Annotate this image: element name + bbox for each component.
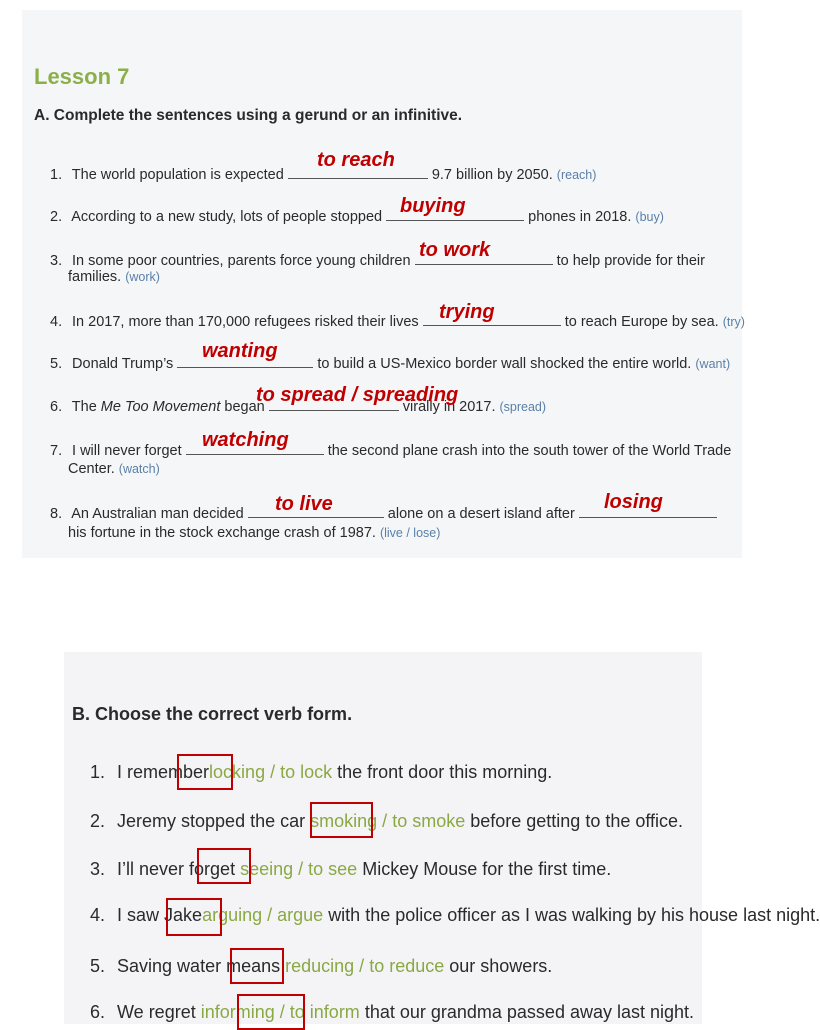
- selection-box-seeing: [197, 848, 251, 884]
- question-b1: 1. I rememberlocking / to lock the front door this morning.: [90, 762, 553, 782]
- question-a5: 5. Donald Trump’s to build a US-Mexico border wall shocked the entire world. (want): [50, 356, 731, 372]
- answer-a8-lose: losing: [604, 491, 663, 513]
- question-a2: 2. According to a new study, lots of people stopped phones in 2018. (buy): [50, 209, 664, 225]
- question-a6: 6. The Me Too Movement began virally in 2017. (spread): [50, 399, 547, 415]
- option-to-inform[interactable]: to inform: [289, 1002, 360, 1022]
- question-a8: 8. An Australian man decided alone on a desert island after: [50, 505, 717, 522]
- question-a4: 4. In 2017, more than 170,000 refugees risked their lives to reach Europe by sea. (try): [50, 314, 745, 330]
- question-a8-line2: his fortune in the stock exchange crash of 1987. (live / lose): [68, 525, 441, 541]
- option-smoking[interactable]: smoking: [310, 811, 378, 831]
- answer-a8-live: to live: [275, 493, 333, 515]
- selection-box-arguing: [166, 898, 222, 936]
- question-b5: 5. Saving water means reducing / to reduce our showers.: [90, 956, 553, 976]
- option-informing[interactable]: informing: [200, 1002, 275, 1022]
- option-seeing[interactable]: seeing: [240, 859, 294, 879]
- option-to-reduce[interactable]: to reduce: [369, 956, 445, 976]
- question-a3-line2: families. (work): [68, 269, 160, 285]
- selection-box-reducing: [230, 948, 284, 984]
- question-a1: 1. The world population is expected 9.7 billion by 2050. (reach): [50, 167, 597, 183]
- answer-a4: trying: [439, 301, 495, 323]
- answer-a5: wanting: [202, 340, 278, 362]
- answer-a6: to spread / spreading: [256, 384, 459, 406]
- selection-box-to-smoke: [310, 802, 373, 838]
- question-a7-line2: Center. (watch): [68, 461, 160, 477]
- question-b3: 3. I’ll never forget seeing / to see Mickey Mouse for the first time.: [90, 859, 612, 879]
- answer-a1: to reach: [317, 149, 395, 171]
- exercise-a-panel: [22, 10, 745, 558]
- question-b2: 2. Jeremy stopped the car smoking / to smoke before getting to the office.: [90, 811, 684, 831]
- answer-a2: buying: [400, 195, 466, 217]
- question-a3: 3. In some poor countries, parents force young children to help provide for their: [50, 253, 705, 269]
- selection-box-to-inform: [237, 994, 305, 1030]
- question-b6: 6. We regret informing / to inform that our grandma passed away last night.: [90, 1002, 695, 1022]
- question-a7: 7. I will never forget the second plane crash into the south tower of the World Trade: [50, 443, 732, 459]
- lesson-title: Lesson 7: [34, 64, 130, 89]
- option-to-see[interactable]: to see: [308, 859, 358, 879]
- exercise-b-panel: [64, 652, 820, 1024]
- option-argue[interactable]: argue: [277, 905, 324, 925]
- answer-a7: watching: [202, 429, 289, 451]
- exercise-a-heading: A. Complete the sentences using a gerund or an infinitive.: [34, 107, 463, 124]
- answer-a3: to work: [419, 239, 491, 261]
- option-reducing[interactable]: reducing: [285, 956, 355, 976]
- option-locking[interactable]: locking: [209, 762, 266, 782]
- option-to-smoke[interactable]: to smoke: [392, 811, 466, 831]
- option-arguing[interactable]: arguing: [202, 905, 263, 925]
- selection-box-locking: [177, 754, 233, 790]
- exercise-b-heading: B. Choose the correct verb form.: [72, 704, 353, 724]
- question-b4: 4. I saw Jakearguing / argue with the police officer as I was walking by his house last night.: [90, 905, 820, 925]
- option-to-lock[interactable]: to lock: [280, 762, 333, 782]
